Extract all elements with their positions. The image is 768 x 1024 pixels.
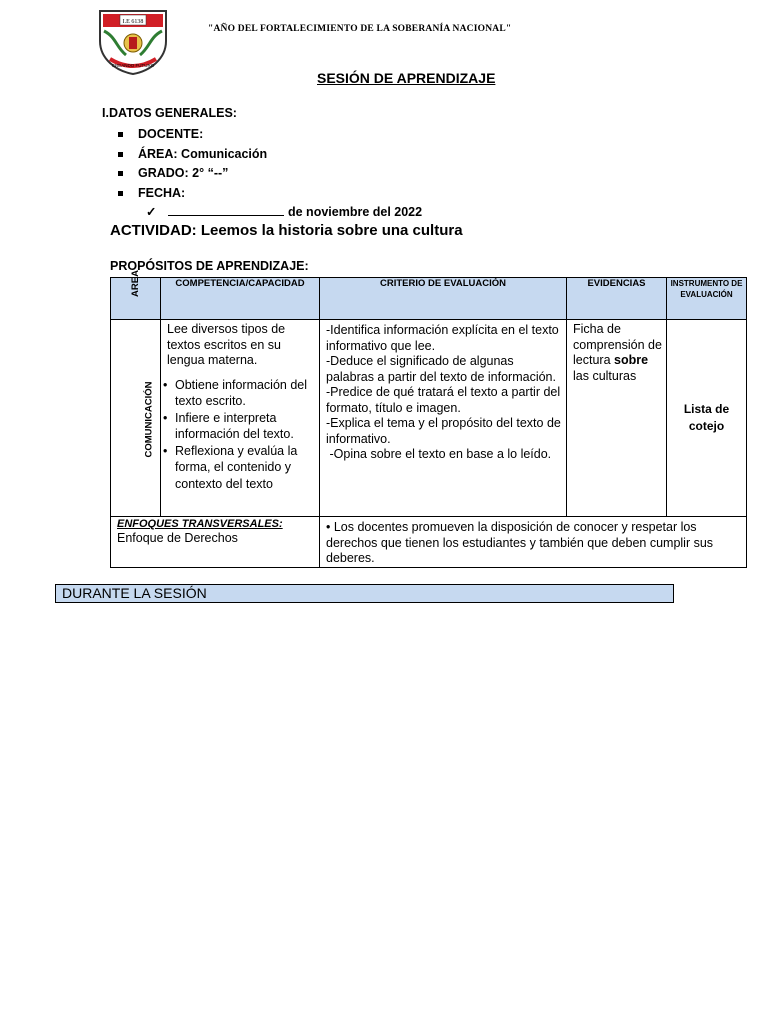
list-item: • Infiere e interpreta información del texto.	[167, 410, 319, 443]
square-bullet-icon	[118, 191, 123, 196]
square-bullet-icon	[118, 152, 123, 157]
competencia-cell	[161, 320, 320, 517]
datos-generales-heading: I.DATOS GENERALES:	[102, 106, 237, 120]
docente-label: DOCENTE:	[138, 127, 204, 141]
criterio-cell	[320, 320, 567, 517]
table-row	[111, 517, 747, 568]
capacidades-list	[167, 377, 319, 493]
list-item	[118, 184, 267, 204]
enfoques-text-cell	[320, 517, 747, 568]
header-instrumento: INSTRUMENTO DE EVALUACIÓN	[667, 278, 747, 320]
enfoques-text: • Los docentes promueven la disposición de conocer y respetar los derechos que tienen los estudiantes y también que deben cumplir sus deberes.	[326, 520, 714, 565]
square-bullet-icon	[118, 171, 123, 176]
logo-text-bottom: CREANDO FUTURO	[111, 63, 155, 68]
propositos-heading: PROPÓSITOS DE APRENDIZAJE:	[110, 259, 309, 273]
criterio-item: -Opina sobre el texto en base a lo leído.	[326, 447, 552, 461]
date-suffix: de noviembre del 2022	[288, 205, 423, 219]
enfoques-title: ENFOQUES TRANSVERSALES:	[117, 518, 283, 530]
enfoques-subtitle: Enfoque de Derechos	[117, 531, 238, 545]
list-item: • Obtiene información del texto escrito.	[167, 377, 319, 410]
fecha-label: FECHA:	[138, 185, 186, 200]
criterio-item: -Deduce el significado de algunas palabras a partir del texto de información.	[326, 354, 556, 384]
header-criterio: CRITERIO DE EVALUACIÓN	[320, 278, 567, 320]
criterio-item: -Predice de qué tratará el texto a partir del formato, título e imagen.	[326, 385, 561, 415]
checkmark-icon: ✓	[146, 205, 157, 219]
datos-generales-list	[118, 125, 267, 203]
area-value: COMUNICACIÓN	[143, 381, 155, 458]
enfoques-cell	[111, 517, 320, 568]
durante-section-heading: DURANTE LA SESIÓN	[55, 584, 674, 603]
square-bullet-icon	[118, 132, 123, 137]
list-item: • Reflexiona y evalúa la forma, el contenido y contexto del texto	[167, 443, 319, 493]
school-logo	[96, 7, 170, 75]
area-cell	[111, 320, 161, 517]
table-header-row	[111, 278, 747, 320]
instrumento-cell: Lista de cotejo	[667, 320, 747, 517]
evidencias-text: Ficha de comprensión de lectura sobre las culturas	[573, 322, 662, 383]
list-item	[118, 164, 267, 184]
propositos-table	[110, 270, 747, 568]
evidencias-cell	[567, 320, 667, 517]
criterio-item: -Explica el tema y el propósito del texto de informativo.	[326, 416, 561, 446]
criterios-block	[320, 320, 566, 463]
competencia-text: Lee diversos tipos de textos escritos en su lengua materna.	[167, 322, 286, 367]
list-item	[118, 145, 267, 165]
logo-text-top: I.E 6138	[122, 19, 144, 25]
list-item	[118, 125, 267, 145]
criterio-item: -Identifica información explícita en el texto informativo que lee.	[326, 323, 559, 353]
date-blank	[168, 203, 284, 216]
page-title: SESIÓN DE APRENDIZAJE	[317, 70, 496, 86]
table-row	[111, 320, 747, 517]
motto: "AÑO DEL FORTALECIMIENTO DE LA SOBERANÍA NACIONAL"	[208, 24, 512, 34]
area-label: ÁREA: Comunicación	[138, 146, 268, 161]
date-line	[146, 203, 422, 219]
header-evidencias: EVIDENCIAS	[567, 278, 667, 320]
grado-label: GRADO: 2° “--”	[138, 166, 229, 180]
actividad-title: ACTIVIDAD: Leemos la historia sobre una cultura	[110, 222, 463, 239]
header-area: AREA	[111, 278, 161, 320]
header-competencia: COMPETENCIA/CAPACIDAD	[161, 278, 320, 320]
